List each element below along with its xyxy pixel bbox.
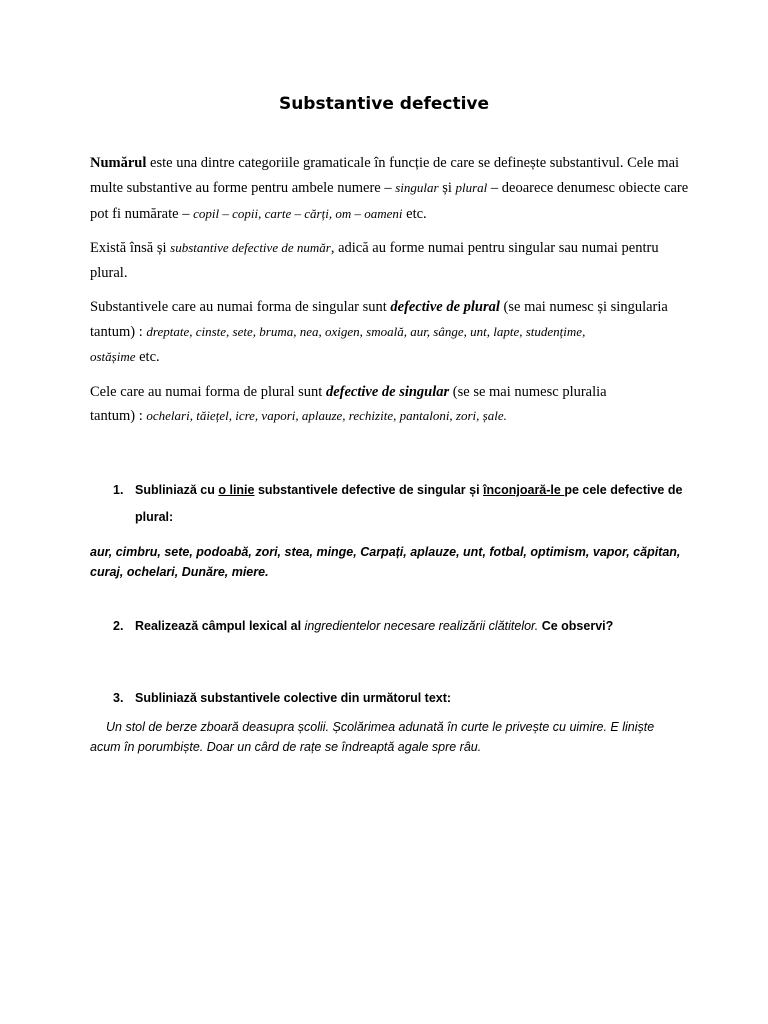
exercise-2-instruction: Realizează câmpul lexical al ingredientelor necesare realizării clătitelor. Ce observi? [135,619,614,633]
paragraph-1-line-1: Numărul este una dintre categoriile gramaticale în funcție de care se definește substantivul. Cele mai [90,155,680,171]
exercise-3-passage-line-2: acum în porumbiște. Doar un cârd de rațe se îndreaptă agale spre râu. [90,740,482,754]
exercise-1-instruction-line-2: plural: [135,510,174,524]
paragraph-2-line-1: Există însă și substantive defective de număr, adică au forme numai pentru singular sau numai pentru [90,240,659,256]
term-numarul: Numărul [90,155,147,171]
paragraph-1-line-2: multe substantive au forme pentru ambele numere – singular și plural – deoarece denumesc obiecte care [90,180,689,196]
exercise-3-instruction: Subliniază substantivele colective din următorul text: [135,691,452,705]
exercise-1-number: 1. [113,483,124,497]
paragraph-4-line-1: Cele care au numai forma de plural sunt defective de singular (se se mai numesc pluralia [90,384,607,400]
exercise-1-instruction: Subliniază cu o linie substantivele defective de singular și înconjoară-le pe cele defective de [135,483,683,497]
exercise-1-word-list-line-2: curaj, ochelari, Dunăre, miere. [90,565,269,579]
exercise-1-word-list-line-1: aur, cimbru, sete, podoabă, zori, stea, minge, Carpați, aplauze, unt, fotbal, optimism, vapor, căpitan, [90,545,681,559]
exercise-3-number: 3. [113,691,124,705]
paragraph-4-line-2: tantum) : ochelari, tăiețel, icre, vapori, aplauze, rechizite, pantaloni, zori, șale. [90,408,507,424]
paragraph-2-line-2: plural. [90,265,128,281]
paragraph-3-line-2: tantum) : dreptate, cinste, sete, bruma, nea, oxigen, smoală, aur, sânge, unt, lapte, studențime, [90,324,586,340]
exercise-3-passage-line-1: Un stol de berze zboară deasupra școlii. Școlărimea adunată în curte le privește cu uimire. E liniște [106,720,655,734]
exercise-2-number: 2. [113,619,124,633]
paragraph-1-line-3: pot fi numărate – copil – copii, carte – cărți, om – oameni etc. [90,206,427,222]
paragraph-3-line-1: Substantivele care au numai forma de singular sunt defective de plural (se mai numesc și singularia [90,299,668,315]
paragraph-3-line-3: ostășime etc. [90,349,160,365]
page-title: Substantive defective [278,94,490,114]
